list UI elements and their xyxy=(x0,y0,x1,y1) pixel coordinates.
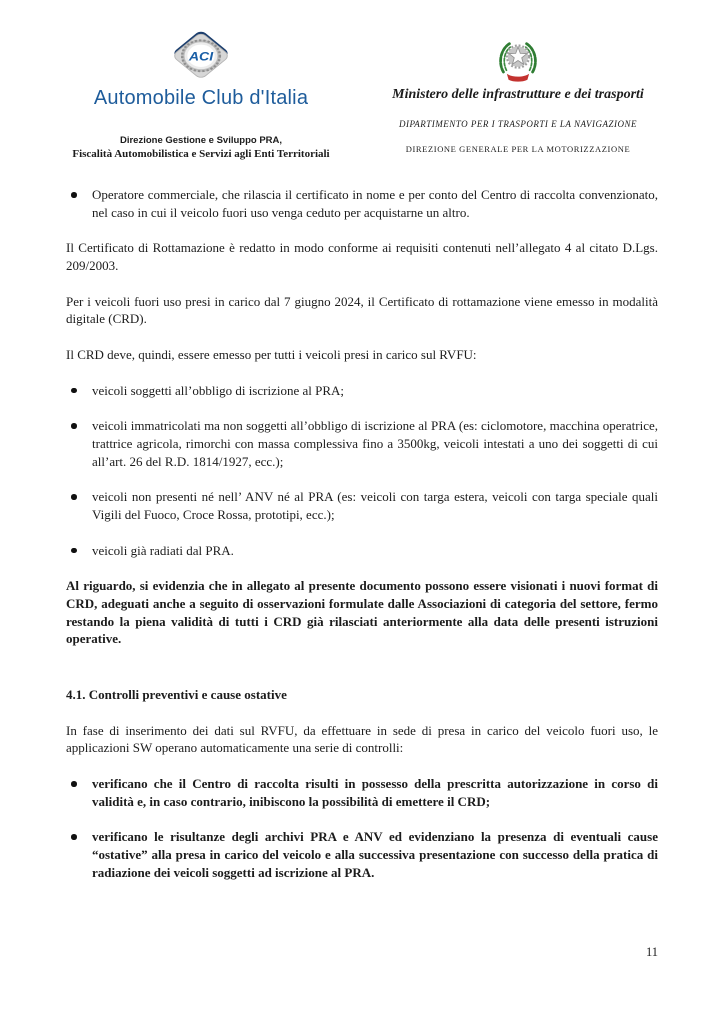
italy-emblem-icon xyxy=(492,36,544,84)
ministry-header-block xyxy=(357,28,679,160)
bullet-icon xyxy=(71,192,77,198)
document-header xyxy=(0,0,724,160)
aci-monogram-text: ACI xyxy=(188,49,214,64)
list-item xyxy=(66,417,658,470)
paragraph: Il CRD deve, quindi, essere emesso per tutti i veicoli presi in carico sul RVFU: xyxy=(66,347,477,363)
list-item-text: veicoli immatricolati ma non soggetti all’obbligo di iscrizione al PRA (es: ciclomotore, macchina operatrice, trattrice agricola, rimorchi con massa complessiva fino a 3500kg, veicoli intestati a uno dei soggetti di cui all’art. 26 del R.D. 1814/1927, ecc.); xyxy=(92,418,658,469)
ministry-title: Ministero delle infrastrutture e dei trasporti xyxy=(392,87,644,102)
ministry-department: DIPARTIMENTO PER I TRASPORTI E LA NAVIGAZIONE xyxy=(398,119,638,129)
list-item xyxy=(66,488,658,523)
section-heading: 4.1. Controlli preventivi e cause ostative xyxy=(66,687,287,703)
list-item xyxy=(66,828,658,881)
paragraph: Per i veicoli fuori uso presi in carico dal 7 giugno 2024, il Certificato di rottamazione viene emesso in modalità digitale (CRD). xyxy=(66,293,658,327)
aci-title: Automobile Club d'Italia xyxy=(93,87,309,109)
list-item-text: verificano che il Centro di raccolta risulti in possesso della prescritta autorizzazione in corso di validità e, in caso contrario, inibiscono la possibilità di emettere il CRD; xyxy=(92,776,658,809)
ministry-directorate: DIREZIONE GENERALE PER LA MOTORIZZAZIONE xyxy=(405,144,631,154)
document-body xyxy=(0,160,724,881)
bullet-icon xyxy=(71,834,77,840)
bullet-icon xyxy=(71,494,77,500)
list-item-text: veicoli non presenti né nell’ ANV né al PRA (es: veicoli con targa estera, veicoli con targa speciale quali Vigili del Fuoco, Croce Rossa, prototipi, ecc.); xyxy=(92,489,658,523)
aci-header-block xyxy=(45,28,357,160)
bullet-icon xyxy=(71,423,77,429)
list-item xyxy=(66,186,658,221)
list-item xyxy=(66,775,658,810)
list-item-text: veicoli già radiati dal PRA. xyxy=(92,542,234,558)
paragraph: In fase di inserimento dei dati sul RVFU, da effettuare in sede di presa in carico del veicolo fuori uso, le applicazioni SW operano automaticamente una serie di controlli: xyxy=(66,722,658,756)
bullet-icon xyxy=(71,781,77,787)
paragraph: Il Certificato di Rottamazione è redatto in modo conforme ai requisiti contenuti nell’allegato 4 al citato D.Lgs. 209/2003. xyxy=(66,240,658,274)
aci-logo-icon xyxy=(168,28,234,82)
list-item xyxy=(66,382,658,400)
list-item-text: veicoli soggetti all’obbligo di iscrizione al PRA; xyxy=(92,382,345,398)
page-number: 11 xyxy=(645,945,658,959)
bullet-icon xyxy=(71,548,77,554)
list-item xyxy=(66,542,658,560)
list-item-text: verificano le risultanze degli archivi PRA e ANV ed evidenziano la presenza di eventuali cause “ostative” alla presa in carico del veicolo e alla successiva presentazione con successo della pratica di radiazione dei veicoli soggetti ad iscrizione al PRA. xyxy=(92,829,658,880)
aci-subtitle-line1: Direzione Gestione e Sviluppo PRA, xyxy=(119,135,283,146)
list-item-text: Operatore commerciale, che rilascia il certificato in nome e per conto del Centro di raccolta convenzionato, nel caso in cui il veicolo fuori uso venga ceduto per acquistarne un altro. xyxy=(92,187,658,220)
bullet-icon xyxy=(71,388,77,394)
aci-subtitle-line2: Fiscalità Automobilistica e Servizi agli Enti Territoriali xyxy=(72,148,330,160)
emphasized-paragraph: Al riguardo, si evidenzia che in allegato al presente documento possono essere visionati i nuovi format di CRD, adeguati anche a seguito di osservazioni formulate dalle Associazioni di categoria del settore, fermo restando la piena validità di tutti i CRD già rilasciati anteriormente alla data delle presenti istruzioni operative. xyxy=(66,578,658,647)
